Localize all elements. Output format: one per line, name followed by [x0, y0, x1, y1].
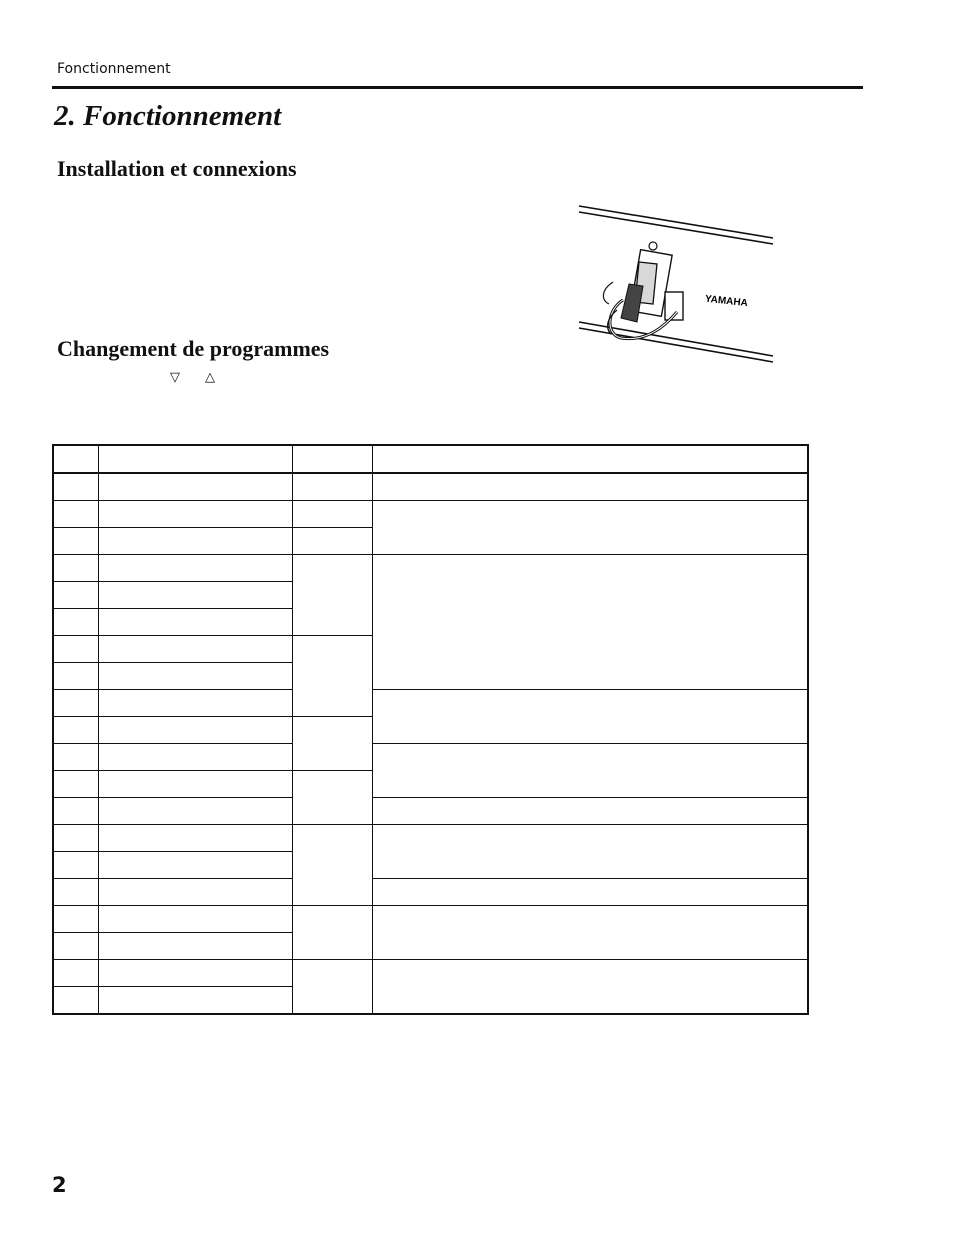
table-cell: [53, 582, 98, 609]
table-cell: [292, 825, 372, 906]
table-cell: [372, 798, 808, 825]
table-row: [53, 690, 808, 717]
table-cell: [292, 906, 372, 960]
table-cell: [98, 636, 292, 663]
table-cell: [292, 555, 372, 636]
table-cell: [98, 582, 292, 609]
table-cell: [53, 960, 98, 987]
table-cell: [372, 501, 808, 555]
table-cell: [98, 852, 292, 879]
table-row: [53, 473, 808, 501]
table-cell: [98, 528, 292, 555]
table-cell: [53, 771, 98, 798]
program-table: [52, 444, 809, 1015]
chapter-title: 2. Fonctionnement: [54, 100, 282, 132]
table-cell: [53, 690, 98, 717]
table-cell: [98, 879, 292, 906]
table-cell: [53, 852, 98, 879]
table-cell: [53, 987, 98, 1015]
table-cell: [53, 636, 98, 663]
table-cell: [372, 744, 808, 798]
table-cell: [98, 473, 292, 501]
table-row: [53, 879, 808, 906]
table-cell: [53, 744, 98, 771]
table-cell: [53, 609, 98, 636]
table-cell: [292, 473, 372, 501]
table-cell: [372, 555, 808, 690]
table-cell: [98, 825, 292, 852]
table-cell: [372, 960, 808, 1015]
table-cell: [292, 771, 372, 825]
table-cell: [292, 528, 372, 555]
table-cell: [98, 690, 292, 717]
table-cell: [53, 717, 98, 744]
table-row: [53, 825, 808, 852]
table-row: [53, 906, 808, 933]
table-cell: [292, 717, 372, 771]
table-cell: [292, 501, 372, 528]
table-cell: [98, 987, 292, 1015]
table-cell: [98, 960, 292, 987]
table-cell: [53, 798, 98, 825]
table-cell: [98, 501, 292, 528]
table-cell: [53, 473, 98, 501]
table-cell: [53, 528, 98, 555]
connector-illustration: [577, 200, 777, 366]
table-cell: [292, 636, 372, 717]
table-cell: [53, 825, 98, 852]
down-arrow-icon: ▽: [170, 370, 180, 385]
table-header-cell: [292, 445, 372, 473]
table-cell: [98, 906, 292, 933]
table-cell: [53, 933, 98, 960]
table-cell: [98, 771, 292, 798]
table-row: [53, 798, 808, 825]
table-cell: [98, 744, 292, 771]
table-cell: [372, 690, 808, 744]
table-header-cell: [372, 445, 808, 473]
table-row: [53, 555, 808, 582]
table-cell: [53, 663, 98, 690]
table-cell: [98, 555, 292, 582]
brand-logo-text: YAMAHA: [704, 293, 749, 310]
table-row: [53, 744, 808, 771]
table-cell: [53, 501, 98, 528]
up-arrow-icon: △: [205, 370, 215, 385]
table-cell: [372, 825, 808, 879]
header-rule: [52, 86, 863, 89]
section-title-installation: Installation et connexions: [57, 156, 297, 181]
table-cell: [53, 555, 98, 582]
table-header-cell: [53, 445, 98, 473]
table-row: [53, 501, 808, 528]
table-cell: [53, 879, 98, 906]
table-cell: [98, 933, 292, 960]
table-cell: [98, 663, 292, 690]
table-cell: [98, 717, 292, 744]
table-cell: [98, 609, 292, 636]
table-header-row: [53, 445, 808, 473]
section-title-program-change: Changement de programmes: [57, 336, 330, 361]
running-head: Fonctionnement: [57, 61, 171, 77]
table-row: [53, 960, 808, 987]
table-cell: [292, 960, 372, 1015]
table-cell: [98, 798, 292, 825]
table-header-cell: [98, 445, 292, 473]
table-cell: [53, 906, 98, 933]
table-cell: [372, 879, 808, 906]
table-cell: [372, 906, 808, 960]
table-cell: [372, 473, 808, 501]
page-number: 2: [52, 1173, 67, 1197]
